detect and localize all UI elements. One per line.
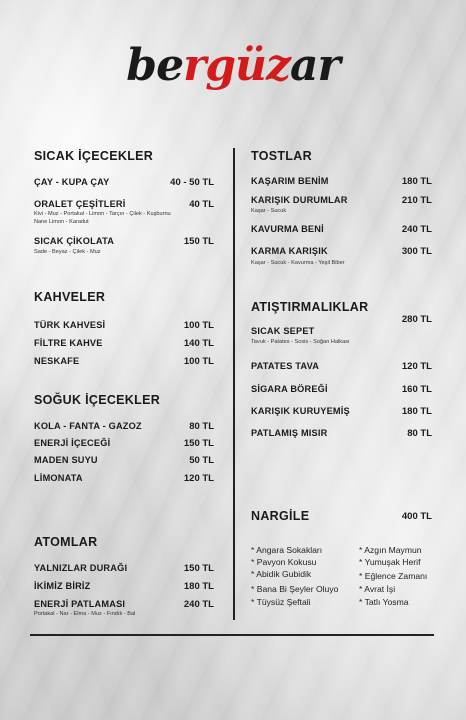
menu-item-price: 40 TL <box>189 199 214 210</box>
menu-item-name: FİLTRE KAHVE <box>34 338 103 348</box>
menu-item-name: ORALET ÇEŞİTLERİ <box>34 199 126 209</box>
menu-item-price: 40 - 50 TL <box>170 177 214 188</box>
menu-item-price: 100 TL <box>183 320 214 331</box>
section-title-nargile: NARGİLE <box>251 509 310 523</box>
menu-item-price: 150 TL <box>183 236 214 247</box>
nargile-flavor: * Tatlı Yosma <box>359 597 409 607</box>
nargile-price: 400 TL <box>401 511 432 522</box>
section-title-kahve: KAHVELER <box>34 290 106 304</box>
menu-item-price: 150 TL <box>183 438 214 449</box>
menu-item-name: SICAK ÇİKOLATA <box>34 236 115 246</box>
nargile-flavor: * Tüysüz Şeftali <box>251 597 311 607</box>
menu-item-price: 180 TL <box>401 406 432 417</box>
menu-item-price: 300 TL <box>401 246 432 257</box>
section-title-atistirmalik: ATIŞTIRMALIKLAR <box>251 300 369 314</box>
nargile-flavor: * Azgın Maymun <box>359 545 422 555</box>
menu-item-price: 50 TL <box>189 455 214 466</box>
menu-item-name: ENERJİ İÇECEĞİ <box>34 438 111 448</box>
menu-item-description: Kaşar - Sucuk <box>251 208 287 214</box>
nargile-flavor: * Avrat İşi <box>359 584 396 594</box>
menu-item-price: 120 TL <box>401 361 432 372</box>
menu-item-description: Tavuk - Patates - Sosis - Soğan Halkası <box>251 339 350 345</box>
section-title-sicak: SICAK İÇECEKLER <box>34 149 154 163</box>
column-divider <box>233 148 235 620</box>
menu-item-price: 240 TL <box>401 224 432 235</box>
nargile-flavor: * Eğlence Zamanı <box>359 571 428 581</box>
nargile-flavor: * Angara Sokakları <box>251 545 323 555</box>
section-title-tost: TOSTLAR <box>251 149 312 163</box>
menu-item-price: 180 TL <box>401 176 432 187</box>
footer-divider <box>30 634 434 636</box>
menu-item-description: Kaşar - Sucuk - Kavurma - Yeşil Biber <box>251 260 345 266</box>
menu-item-price: 240 TL <box>183 599 214 610</box>
menu-item-name: KOLA - FANTA - GAZOZ <box>34 421 142 431</box>
section-title-atom: ATOMLAR <box>34 535 98 549</box>
menu-item-price: 80 TL <box>407 428 432 439</box>
menu-item-name: SİGARA BÖREĞİ <box>251 384 328 394</box>
menu-item-name: NESKAFE <box>34 356 80 366</box>
menu-item-name: ÇAY - KUPA ÇAY <box>34 177 110 187</box>
menu-item-price: 140 TL <box>183 338 214 349</box>
menu-item-name: SICAK SEPET <box>251 326 315 336</box>
nargile-flavor: * Abidik Gubidik <box>251 569 312 579</box>
menu-item-description: Kivi - Muz - Portakal - Limon - Tarçın - Çilek - Kuşburnu <box>34 211 171 217</box>
nargile-flavor: * Bana Bi Şeyler Oluyo <box>251 584 339 594</box>
menu-item-name: KARMA KARIŞIK <box>251 246 328 256</box>
nargile-flavor: * Yumuşak Herif <box>359 557 421 567</box>
menu-item-name: PATLAMIŞ MISIR <box>251 428 328 438</box>
menu-item-price: 210 TL <box>401 195 432 206</box>
menu-item-price: 180 TL <box>183 581 214 592</box>
menu-item-price: 100 TL <box>183 356 214 367</box>
brand-logo <box>0 40 466 91</box>
menu-item-name: PATATES TAVA <box>251 361 320 371</box>
menu-item-name: TÜRK KAHVESİ <box>34 320 106 330</box>
menu-item-name: KARIŞIK KURUYEMİŞ <box>251 406 350 416</box>
menu-item-name: İKİMİZ BİRİZ <box>34 581 91 591</box>
nargile-flavor: * Pavyon Kokusu <box>251 557 317 567</box>
section-title-soguk: SOĞUK İÇECEKLER <box>34 393 161 407</box>
menu-item-description: Nane Limon - Karadut <box>34 219 89 225</box>
menu-item-price: 120 TL <box>183 473 214 484</box>
menu-item-name: MADEN SUYU <box>34 455 98 465</box>
menu-item-description: Sade - Beyaz - Çilek - Muz <box>34 249 101 255</box>
menu-item-price: 80 TL <box>189 421 214 432</box>
menu-item-name: LİMONATA <box>34 473 83 483</box>
menu-item-name: KAŞARIM BENİM <box>251 176 329 186</box>
menu-item-name: YALNIZLAR DURAĞI <box>34 563 128 573</box>
menu-item-description: Portakal - Nar - Elma - Muz - Fındık - Bal <box>34 611 136 617</box>
logo-part-1: be <box>126 40 184 91</box>
logo-part-2: rgüz <box>183 40 290 91</box>
menu-item-price: 150 TL <box>183 563 214 574</box>
menu-item-price: 160 TL <box>401 384 432 395</box>
menu-item-price: 280 TL <box>401 314 432 325</box>
menu-item-name: ENERJİ PATLAMASI <box>34 599 126 609</box>
menu-item-name: KAVURMA BENİ <box>251 224 324 234</box>
logo-part-3: ar <box>290 40 340 91</box>
menu-item-name: KARIŞIK DURUMLAR <box>251 195 348 205</box>
